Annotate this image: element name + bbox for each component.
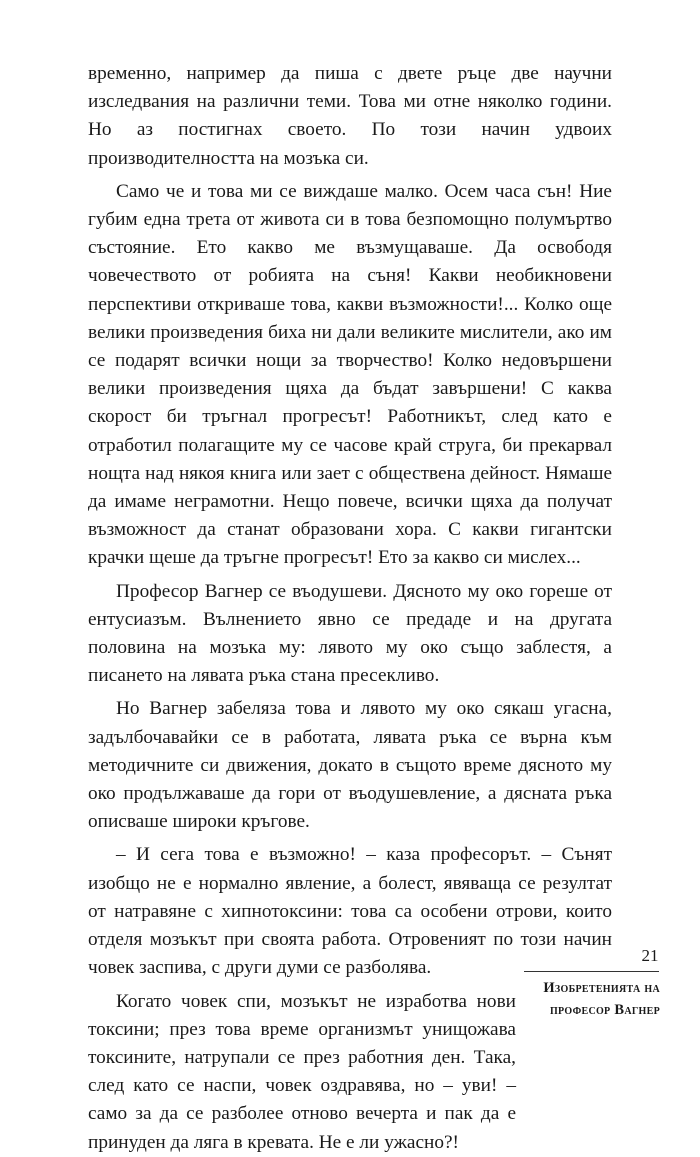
paragraph: Когато човек спи, мозъкът не изработва нови токсини; през това време организмът унищожава токсините, натрупали се през работния ден. Така, след като се наспи, човек оздравява, но – уви! – само за да се разболее отново вечерта и пак да е принуден да ляга в кревата. Не е ли ужасно?! — [88, 990, 516, 1153]
running-title-line: професор Вагнер — [549, 1002, 660, 1018]
running-title-line: Изобретенията на — [543, 980, 660, 996]
paragraph: – И сега това е възможно! – каза професорът. – Сънят изобщо не е нормално явление, а болест, явяваща се резултат от натравяне с хипнотоксини: това са особени отрови, които отделя мозъкът при своята работа. Отровеният по този начин човек заспива, с други думи се разболява. — [88, 844, 612, 979]
paragraph: временно, например да пиша с двете ръце две научни изследвания на различни теми. Това ми отне няколко години. Но аз постигнах своето. По този начин удвоих производителността на мозъка си. — [88, 63, 612, 169]
paragraph: Професор Вагнер се въодушеви. Дясното му око гореше от ентусиазъм. Вълнението явно се предаде и на другата половина на мозъка му: лявото му око също заблестя, а писането на лявата ръка стана пресекливо. — [88, 580, 612, 687]
paragraph: Само че и това ми се виждаше малко. Осем часа сън! Ние губим една трета от живота си в това безпомощно полумъртво състояние. Ето какво ме възмущаваше. Да освободя човечеството от робията на съня! Какви необикновени перспективи откриваше това, какви възможности!... Колко още велики произведения биха ни дали великите мислители, ако им се подарят всички нощи за творчество! Колко недовършени велики произведения щяха да бъдат завършени! С каква скорост би тръгнал прогресът! Работникът, след като е отработил полагащите му се часове край струга, би прекарвал нощта над някоя книга или зает с обществена дейност. Нямаше да имаме неграмотни. Нещо повече, всички щяха да получат възможност да станат образовани хора. С какви гигантски крачки щеше да тръгне прогресът! Ето за какво си мислех... — [88, 180, 612, 569]
footer-divider — [524, 971, 659, 972]
running-title — [520, 977, 660, 1021]
paragraph: Но Вагнер забеляза това и лявото му око сякаш угасна, задълбочавайки се в работата, лявата ръка се върна към методичните си движения, докато в същото време дясното му око продължаваше да гори от въодушевление, а дясната ръка описваше широки кръгове. — [88, 698, 612, 833]
page-number: 21 — [641, 946, 659, 965]
